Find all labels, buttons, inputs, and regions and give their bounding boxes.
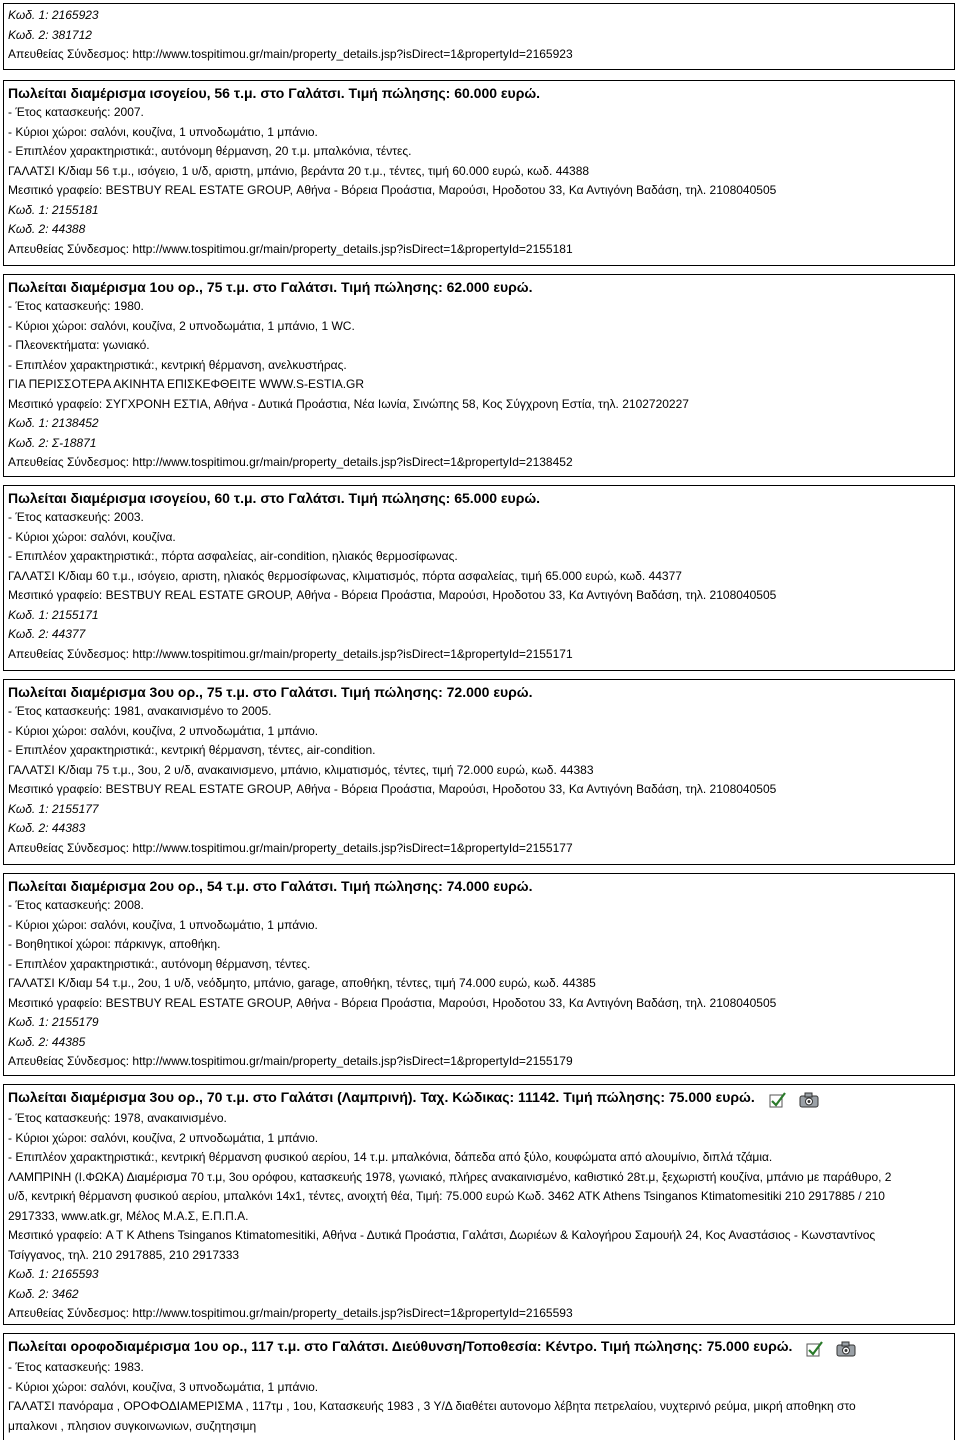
code-1: Κωδ. 1: 2165593: [8, 1267, 99, 1281]
main-rooms: - Κύριοι χώροι: σαλόνι, κουζίνα, 2 υπνοδωμάτια, 1 μπάνιο, 1 WC.: [8, 318, 355, 333]
listing-title-row: [8, 1087, 954, 1109]
main-rooms: - Κύριοι χώροι: σαλόνι, κουζίνα.: [8, 529, 176, 544]
main-rooms: - Κύριοι χώροι: σαλόνι, κουζίνα, 2 υπνοδωμάτια, 1 μπάνιο.: [8, 1130, 319, 1145]
agent-info: Μεσιτικό γραφείο: BESTBUY REAL ESTATE GROUP, Αθήνα - Βόρεια Προάστια, Μαρούσι, Ηροδοτου 33, Κα Αντιγόνη Βαδάση, τηλ. 2108040505: [8, 782, 777, 796]
listing-title[interactable]: Πωλείται διαμέρισμα 3ου ορ., 70 τ.μ. στο Γαλάτσι (Λαμπρινή). Ταχ. Κώδικας: 11142. Τιμή πώλησης: 75.000 ευρώ.: [8, 1089, 755, 1105]
code-1: Κωδ. 1: 2138452: [8, 416, 99, 430]
code-1: Κωδ. 1: 2155177: [8, 801, 99, 816]
listing-title[interactable]: Πωλείται οροφοδιαμέρισμα 1ου ορ., 117 τ.μ. στο Γαλάτσι. Διεύθυνση/Τοποθεσία: Κέντρο. Τιμή πώλησης: 75.000 ευρώ.: [8, 1338, 793, 1354]
listing-card: [3, 1333, 955, 1440]
direct-link[interactable]: Απευθείας Σύνδεσμος: http://www.tospitimou.gr/main/property_details.jsp?isDirect=1&propertyId=2155171: [8, 646, 573, 661]
direct-link[interactable]: Απευθείας Σύνδεσμος: http://www.tospitimou.gr/main/property_details.jsp?isDirect=1&propertyId=2155181: [8, 241, 573, 256]
construction-year: - Έτος κατασκευής: 1978, ανακαινισμένο.: [8, 1111, 227, 1125]
checkbox-checked-icon[interactable]: [769, 1092, 787, 1108]
description: ΓΑΛΑΤΣΙ Κ/διαμ 56 τ.μ., ισόγειο, 1 υ/δ, αριστη, μπάνιο, βεράντα 20 τ.μ., τέντες, τιμή 60.000 ευρώ, κωδ. 44388: [8, 163, 590, 178]
main-rooms: - Κύριοι χώροι: σαλόνι, κουζίνα, 3 υπνοδωμάτια, 1 μπάνιο.: [8, 1379, 319, 1394]
agent-info: Μεσιτικό γραφείο: BESTBUY REAL ESTATE GROUP, Αθήνα - Βόρεια Προάστια, Μαρούσι, Ηροδοτου 33, Κα Αντιγόνη Βαδάση, τηλ. 2108040505: [8, 995, 777, 1010]
extra-features: - Επιπλέον χαρακτηριστικά:, αυτόνομη θέρμανση, 20 τ.μ. μπαλκόνια, τέντες.: [8, 144, 412, 158]
listing-card: [3, 679, 955, 865]
description: ΓΑΛΑΤΣΙ πανόραμα , ΟΡΟΦΟΔΙΑΜΕΡΙΣΜΑ , 117τμ , 1ου, Κατασκευής 1983 , 3 Υ/Δ διαθέτει αυτονομο λέβητα πετρελαίου, νυχτερινό ρεύμα, μικρή αποθηκη στο μπαλκονι , πλησιον συγκοινωνιων, συζητησιμη: [8, 1399, 856, 1433]
code-2: Κωδ. 2: Σ-18871: [8, 435, 97, 450]
listing-card: [3, 1084, 955, 1325]
code-2: Κωδ. 2: 3462: [8, 1286, 79, 1301]
extra-features: - Επιπλέον χαρακτηριστικά:, κεντρική θέρμανση φυσικού αερίου, 14 τ.μ. μπαλκόνια, δάπεδα από ξύλο, κουφώματα από αλουμίνιο, διπλά τζάμια.: [8, 1150, 773, 1164]
direct-link[interactable]: Απευθείας Σύνδεσμος: http://www.tospitimou.gr/main/property_details.jsp?isDirect=1&propertyId=2138452: [8, 455, 573, 469]
agent-info: Μεσιτικό γραφείο: A T K Athens Tsinganos Ktimatomesitiki, Αθήνα - Δυτικά Προάστια, Γαλάτσι, Δωριέων & Καλογήρου Σαμουήλ 24, Κος Αναστάσιος - Κωνσταντίνος Τσίγγανος, τηλ. 210 2917885, 210 2917333: [8, 1228, 876, 1262]
description: ΛΑΜΠΡΙΝΗ (Ι.ΦΩΚΑ) Διαμέρισμα 70 τ.μ, 3ου ορόφου, κατασκευής 1978, γωνιακό, πλήρες ανακαινισμένο, καθιστικό 28τ.μ, ξεχωριστή κουζίνα, μπάνιο με παράθυρο, 2 υ/δ, κεντρική θέρμανση φυσικού αερίου, μπαλκόνι 14x1, τέντες, ανοιχτή θέα, Τιμή: 75.000 ευρώ Κωδ. 3462 ATK Athens Tsinganos Ktimatomesitiki 210 2917885 / 210 2917333, www.atk.gr, Μέλος Μ.Α.Σ, Ε.Π.Π.Α.: [8, 1169, 892, 1223]
direct-link[interactable]: Απευθείας Σύνδεσμος: http://www.tospitimou.gr/main/property_details.jsp?isDirect=1&propertyId=2165593: [8, 1306, 573, 1320]
listing-title[interactable]: Πωλείται διαμέρισμα 3ου ορ., 75 τ.μ. στο Γαλάτσι. Τιμή πώλησης: 72.000 ευρώ.: [8, 684, 533, 700]
code-2: Κωδ. 2: 44377: [8, 627, 86, 641]
advantages: - Πλεονεκτήματα: γωνιακό.: [8, 338, 150, 352]
auxiliary-rooms: - Βοηθητικοί χώροι: πάρκινγκ, αποθήκη.: [8, 937, 221, 951]
code-1: Κωδ. 1: 2155171: [8, 607, 99, 622]
construction-year: - Έτος κατασκευής: 1981, ανακαινισμένο το 2005.: [8, 704, 272, 718]
extra-features: - Επιπλέον χαρακτηριστικά:, κεντρική θέρμανση, τέντες, air-condition.: [8, 743, 376, 757]
direct-link[interactable]: Απευθείας Σύνδεσμος: http://www.tospitimou.gr/main/property_details.jsp?isDirect=1&propertyId=2155177: [8, 840, 573, 855]
direct-link[interactable]: Απευθείας Σύνδεσμος: http://www.tospitimou.gr/main/property_details.jsp?isDirect=1&propertyId=2155179: [8, 1054, 573, 1068]
listing-card: [3, 873, 955, 1076]
listing-top-fragment: [3, 3, 955, 70]
description: ΓΑΛΑΤΣΙ Κ/διαμ 60 τ.μ., ισόγειο, αριστη, ηλιακός θερμοσίφωνας, κλιματισμός, πόρτα ασφαλείας, τιμή 65.000 ευρώ, κωδ. 44377: [8, 568, 682, 583]
code-2: Κωδ. 2: 381712: [8, 27, 92, 42]
description: ΓΙΑ ΠΕΡΙΣΣΟΤΕΡΑ ΑΚΙΝΗΤΑ ΕΠΙΣΚΕΦΘΕΙΤΕ WWW.S-ESTIA.GR: [8, 377, 365, 391]
camera-icon[interactable]: [799, 1092, 819, 1108]
agent-info: Μεσιτικό γραφείο: ΣΥΓΧΡΟΝΗ ΕΣΤΙΑ, Αθήνα - Δυτικά Προάστια, Νέα Ιωνία, Σινώπης 58, Κος Σύγχρονη Εστία, τηλ. 2102720227: [8, 396, 689, 411]
construction-year: - Έτος κατασκευής: 1980.: [8, 299, 144, 313]
agent-info: Μεσιτικό γραφείο: BESTBUY REAL ESTATE GROUP, Αθήνα - Βόρεια Προάστια, Μαρούσι, Ηροδοτου 33, Κα Αντιγόνη Βαδάση, τηλ. 2108040505: [8, 183, 777, 197]
agent-info: Μεσιτικό γραφείο: BESTBUY REAL ESTATE GROUP, Αθήνα - Βόρεια Προάστια, Μαρούσι, Ηροδοτου 33, Κα Αντιγόνη Βαδάση, τηλ. 2108040505: [8, 588, 777, 602]
code-1: Κωδ. 1: 2155179: [8, 1015, 99, 1029]
construction-year: - Έτος κατασκευής: 2008.: [8, 898, 144, 912]
description: ΓΑΛΑΤΣΙ Κ/διαμ 54 τ.μ., 2ου, 1 υ/δ, νεόδμητο, μπάνιο, garage, αποθήκη, τέντες, τιμή 74.000 ευρώ, κωδ. 44385: [8, 976, 596, 990]
listing-title[interactable]: Πωλείται διαμέρισμα ισογείου, 56 τ.μ. στο Γαλάτσι. Τιμή πώλησης: 60.000 ευρώ.: [8, 85, 541, 101]
extra-features: - Επιπλέον χαρακτηριστικά:, πόρτα ασφαλείας, air-condition, ηλιακός θερμοσίφωνας.: [8, 549, 458, 563]
listing-card: [3, 274, 955, 477]
camera-icon[interactable]: [836, 1341, 856, 1357]
listing-card: [3, 485, 955, 671]
construction-year: - Έτος κατασκευής: 1983.: [8, 1360, 144, 1374]
description: ΓΑΛΑΤΣΙ Κ/διαμ 75 τ.μ., 3ου, 2 υ/δ, ανακαινισμενο, μπάνιο, κλιματισμός, τέντες, τιμή 72.000 ευρώ, κωδ. 44383: [8, 762, 594, 777]
listing-card: [3, 80, 955, 266]
main-rooms: - Κύριοι χώροι: σαλόνι, κουζίνα, 2 υπνοδωμάτια, 1 μπάνιο.: [8, 723, 319, 738]
checkbox-checked-icon[interactable]: [806, 1341, 824, 1357]
listing-title[interactable]: Πωλείται διαμέρισμα 1ου ορ., 75 τ.μ. στο Γαλάτσι. Τιμή πώλησης: 62.000 ευρώ.: [8, 279, 533, 295]
main-rooms: - Κύριοι χώροι: σαλόνι, κουζίνα, 1 υπνοδωμάτιο, 1 μπάνιο.: [8, 124, 318, 139]
direct-link[interactable]: Απευθείας Σύνδεσμος: http://www.tospitimou.gr/main/property_details.jsp?isDirect=1&propertyId=2165923: [8, 47, 573, 61]
code-2: Κωδ. 2: 44385: [8, 1034, 86, 1049]
extra-features: - Επιπλέον χαρακτηριστικά:, κεντρική θέρμανση, ανελκυστήρας.: [8, 357, 347, 372]
listing-title[interactable]: Πωλείται διαμέρισμα ισογείου, 60 τ.μ. στο Γαλάτσι. Τιμή πώλησης: 65.000 ευρώ.: [8, 490, 541, 506]
code-1: Κωδ. 1: 2165923: [8, 8, 99, 22]
listing-title-row: [8, 1336, 954, 1358]
code-2: Κωδ. 2: 44383: [8, 821, 86, 835]
code-1: Κωδ. 1: 2155181: [8, 202, 99, 217]
construction-year: - Έτος κατασκευής: 2003.: [8, 510, 144, 524]
main-rooms: - Κύριοι χώροι: σαλόνι, κουζίνα, 1 υπνοδωμάτιο, 1 μπάνιο.: [8, 917, 318, 932]
extra-features: - Επιπλέον χαρακτηριστικά:, αυτόνομη θέρμανση, τέντες.: [8, 956, 311, 971]
construction-year: - Έτος κατασκευής: 2007.: [8, 105, 144, 119]
listing-title[interactable]: Πωλείται διαμέρισμα 2ου ορ., 54 τ.μ. στο Γαλάτσι. Τιμή πώλησης: 74.000 ευρώ.: [8, 878, 533, 894]
code-2: Κωδ. 2: 44388: [8, 222, 86, 236]
